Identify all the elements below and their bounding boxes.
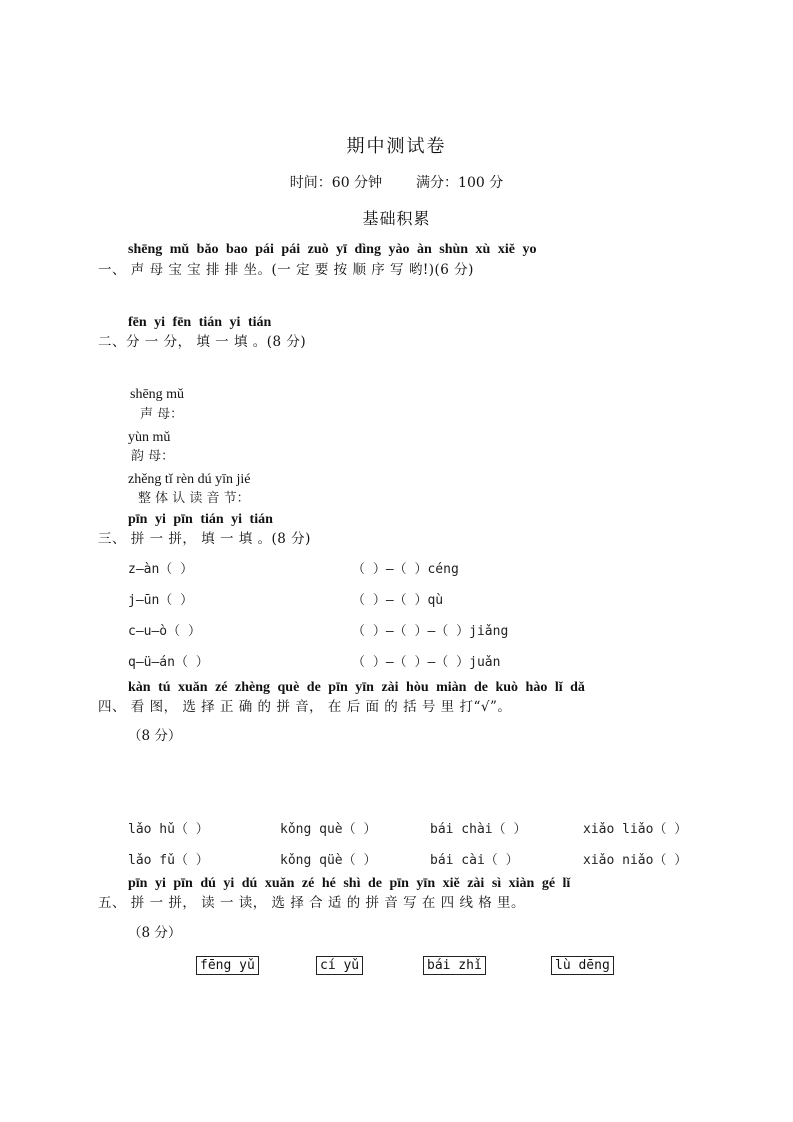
q4-text: 四、 看 图， 选 择 正 确 的 拼 音， 在 后 面 的 括 号 里 打“√”。: [98, 699, 512, 715]
q3-row2-right[interactable]: （ ）—（ ）qù: [352, 593, 444, 608]
q4-option-laofu[interactable]: lǎo fǔ（ ）: [128, 853, 209, 868]
q4-pinyin: kàn tú xuǎn zé zhèng què de pīn yīn zài hòu miàn de kuò hào lǐ dǎ: [128, 680, 585, 695]
q3-row2-left[interactable]: j—ūn（ ）: [128, 593, 194, 608]
q5-word-baizhi: bái zhǐ: [423, 956, 486, 975]
q3-text: 三、 拼 一 拼， 填 一 填 。(8 分): [98, 531, 311, 547]
q3-row3-left[interactable]: c—u—ò（ ）: [128, 624, 201, 639]
q2-line3-label: 整 体 认 读 音 节：: [138, 491, 250, 506]
page-title: 期中测试卷: [346, 136, 447, 157]
q4-score: （8 分）: [128, 728, 182, 744]
q1-pinyin: shēng mǔ bǎo bao pái pái zuò yī dìng yào àn shùn xù xiě yo: [128, 242, 537, 257]
q5-score: （8 分）: [128, 925, 182, 941]
q3-row1-right[interactable]: （ ）—（ ）céng: [352, 562, 459, 577]
q5-word-ciyu: cí yǔ: [316, 956, 363, 975]
q4-option-kongque[interactable]: kǒng què（ ）: [280, 822, 377, 837]
q4-option-laohu[interactable]: lǎo hǔ（ ）: [128, 822, 209, 837]
q3-row1-left[interactable]: z—àn（ ）: [128, 562, 194, 577]
q5-word-fengyu: fēng yǔ: [196, 956, 259, 975]
q2-line2-pinyin: yùn mǔ: [128, 430, 171, 445]
q4-option-xiaoniao[interactable]: xiǎo niǎo（ ）: [583, 853, 688, 868]
section-title: 基础积累: [362, 209, 431, 228]
q4-option-xiaoliao[interactable]: xiǎo liǎo（ ）: [583, 822, 688, 837]
time-limit: 时间：60 分钟: [289, 175, 383, 191]
q2-line3-pinyin: zhěng tǐ rèn dú yīn jié: [128, 472, 251, 487]
q5-word-ludeng: lù dēng: [551, 956, 614, 975]
q4-option-baichai[interactable]: bái chài（ ）: [430, 822, 527, 837]
q5-pinyin: pīn yi pīn dú yi dú xuǎn zé hé shì de pīn yīn xiě zài sì xiàn gé lǐ: [128, 876, 571, 891]
q3-row4-left[interactable]: q—ü—án（ ）: [128, 655, 209, 670]
q3-row3-right[interactable]: （ ）—（ ）—（ ）jiǎng: [352, 624, 509, 639]
q2-pinyin: fēn yi fēn tián yi tián: [128, 315, 272, 330]
q2-line1-label: 声 母：: [140, 407, 184, 422]
q4-option-baicai[interactable]: bái cài（ ）: [430, 853, 519, 868]
q3-pinyin: pīn yi pīn tián yi tián: [128, 512, 273, 527]
q5-text: 五、 拼 一 拼， 读 一 读， 选 择 合 适 的 拼 音 写 在 四 线 格 里。: [98, 895, 526, 911]
full-score: 满分：100 分: [416, 175, 504, 191]
q2-line2-label: 韵 母：: [131, 449, 175, 464]
exam-meta: [0, 172, 793, 192]
q2-line1-pinyin: shēng mǔ: [130, 387, 185, 402]
q3-row4-right[interactable]: （ ）—（ ）—（ ）juǎn: [352, 655, 501, 670]
q4-option-kongque-alt[interactable]: kǒng qüè（ ）: [280, 853, 377, 868]
q2-text: 二、分 一 分， 填 一 填 。(8 分): [98, 334, 307, 350]
q1-text: 一、 声 母 宝 宝 排 排 坐。(一 定 要 按 顺 序 写 哟!)(6 分): [98, 262, 474, 278]
